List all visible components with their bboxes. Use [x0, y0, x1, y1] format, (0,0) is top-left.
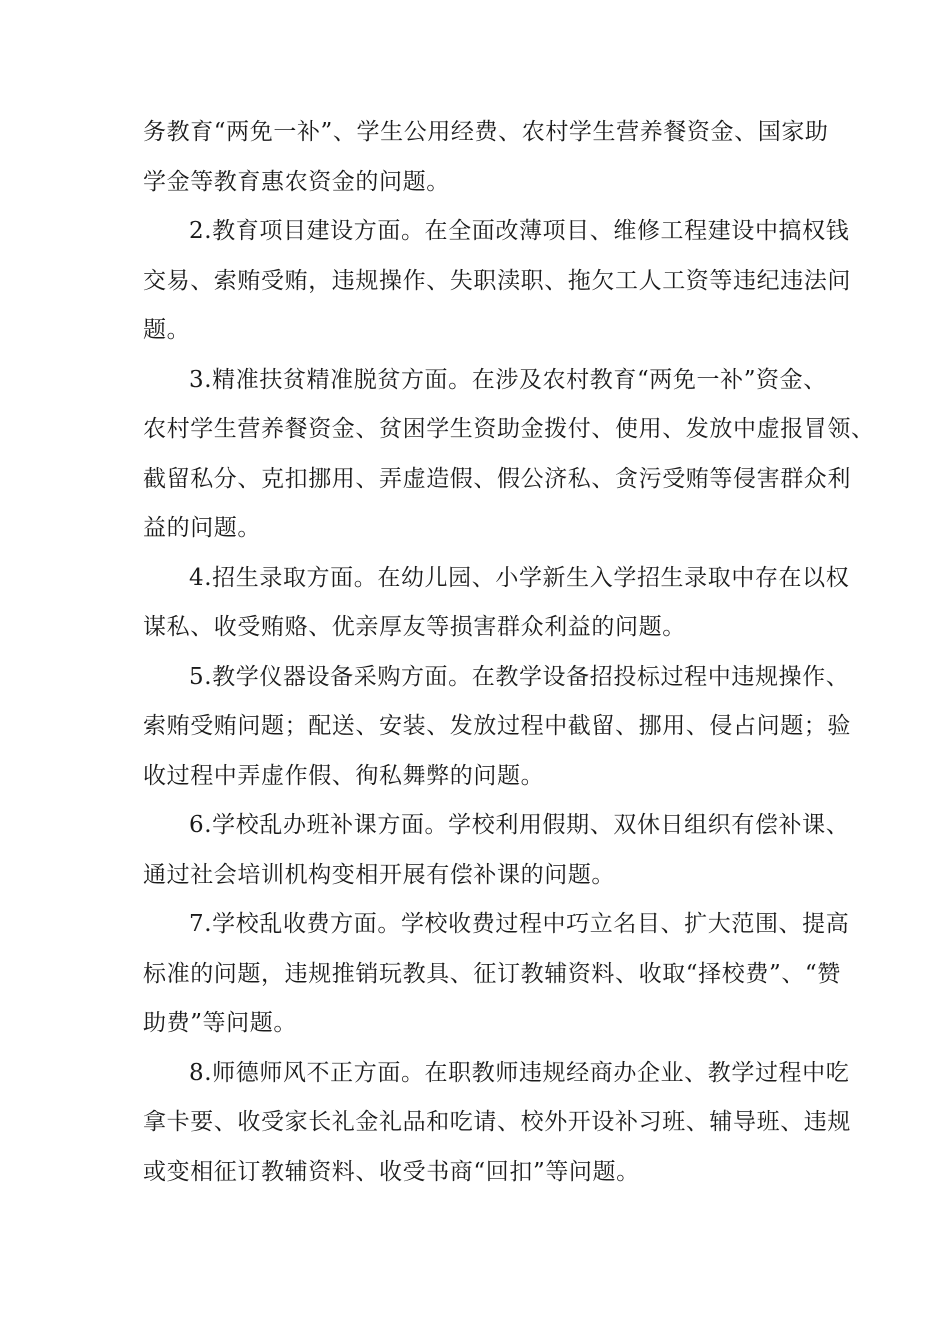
- text-line: 谋私、收受贿赂、优亲厚友等损害群众利益的问题。: [143, 614, 686, 640]
- paragraph-6-start: 6.学校乱办班补课方面。学校利用假期、双休日组织有偿补课、: [189, 812, 850, 838]
- text-line: 索贿受贿问题；配送、安装、发放过程中截留、挪用、侵占问题；验: [143, 713, 851, 739]
- text-line: 务教育“两免一补”、学生公用经费、农村学生营养餐资金、国家助: [143, 119, 829, 145]
- text-line: 拿卡要、收受家长礼金礼品和吃请、校外开设补习班、辅导班、违规: [143, 1109, 851, 1135]
- text-line: 或变相征订教辅资料、收受书商“回扣”等问题。: [143, 1158, 640, 1185]
- text-line: 学金等教育惠农资金的问题。: [143, 168, 450, 195]
- paragraph-3-start: 3.精准扶贫精准脱贫方面。在涉及农村教育“两免一补”资金、: [189, 366, 827, 393]
- text-line: 标准的问题，违规推销玩教具、征订教辅资料、收取“择校费”、“赞: [143, 960, 841, 987]
- text-line: 益的问题。: [143, 515, 261, 541]
- document-body: [143, 108, 875, 1197]
- paragraph-5-start: 5.教学仪器设备采购方面。在教学设备招投标过程中违规操作、: [189, 663, 850, 690]
- text-line: 农村学生营养餐资金、贫困学生资助金拨付、使用、发放中虚报冒领、: [143, 416, 875, 442]
- paragraph-8-start: 8.师德师风不正方面。在职教师违规经商办企业、教学过程中吃: [189, 1059, 850, 1086]
- text-line: 通过社会培训机构变相开展有偿补课的问题。: [143, 861, 615, 888]
- text-line: 截留私分、克扣挪用、弄虚造假、假公济私、贪污受贿等侵害群众利: [143, 465, 851, 492]
- text-line: 题。: [143, 317, 191, 343]
- paragraph-4-start: 4.招生录取方面。在幼儿园、小学新生入学招生录取中存在以权: [189, 564, 850, 591]
- text-line: 助费”等问题。: [143, 1010, 297, 1036]
- paragraph-2-start: 2.教育项目建设方面。在全面改薄项目、维修工程建设中搞权钱: [189, 218, 850, 244]
- text-line: 交易、索贿受贿，违规操作、失职渎职、拖欠工人工资等违纪违法问: [143, 267, 851, 294]
- text-line: 收过程中弄虚作假、徇私舞弊的问题。: [143, 762, 545, 789]
- paragraph-7-start: 7.学校乱收费方面。学校收费过程中巧立名目、扩大范围、提高: [189, 911, 850, 937]
